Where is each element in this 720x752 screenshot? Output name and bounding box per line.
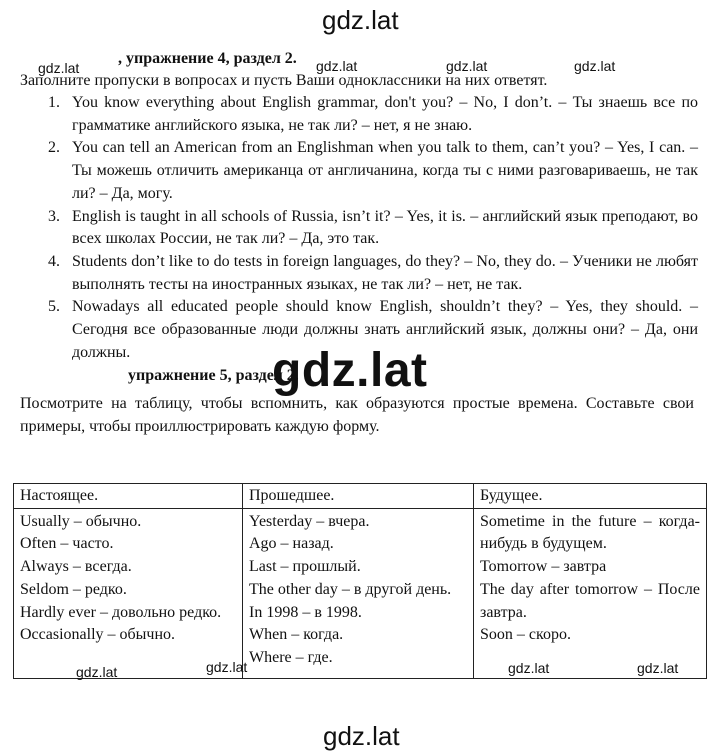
table-cell: The day after tomorrow – После завтра. <box>480 580 700 621</box>
list-item <box>20 92 698 137</box>
exercise-4-heading <box>118 50 297 68</box>
table-cell: Yesterday – вчера. <box>249 512 370 530</box>
table-cell: Usually – обычно. <box>20 512 142 530</box>
item-number: 3. <box>48 207 60 225</box>
table-cell: Soon – скоро. <box>480 626 571 644</box>
tenses-table <box>13 483 707 679</box>
list-item <box>20 206 698 251</box>
heading-prefix: , <box>118 50 122 67</box>
header-present: Настоящее. <box>14 484 243 509</box>
exercise-4-instruction: Заполните пропуски в вопросах и пусть Ваши одноклассники на них ответят. <box>20 72 548 89</box>
table-cell: In 1998 – в 1998. <box>249 603 362 621</box>
header-future: Будущее. <box>474 484 707 509</box>
item-text: English is taught in all schools of Russia, isn’t it? – Yes, it is. – английский язык преподают, во всех школах России, не так ли? – Да, это так. <box>72 207 698 248</box>
table-header-row <box>14 484 707 509</box>
header-past: Прошедшее. <box>243 484 474 509</box>
table-cell: Last – прошлый. <box>249 558 361 576</box>
item-number: 4. <box>48 252 60 270</box>
watermark: gdz.lat <box>574 58 616 74</box>
exercise-4-title: упражнение 4, раздел 2. <box>126 50 297 67</box>
past-column <box>243 508 474 678</box>
exercise-4-list <box>20 92 698 364</box>
list-item <box>20 137 698 205</box>
watermark-bottom: gdz.lat <box>323 721 400 751</box>
item-text: You can tell an American from an Englishman when you talk to them, can’t you? – Yes, I can. – Ты можешь отличить американца от англичанина, когда ты с ними разговариваешь, не так ли? – Да, могу. <box>72 139 698 202</box>
watermark: gdz.lat <box>206 659 248 675</box>
watermark: gdz.lat <box>508 660 550 676</box>
table-cell: Often – часто. <box>20 535 114 553</box>
list-item <box>20 251 698 296</box>
item-text: Students don’t like to do tests in foreign languages, do they? – No, they do. – Ученики не любят выполнять тесты на иностранных языках, не так ли? – нет, не так. <box>72 252 698 293</box>
table-cell: When – когда. <box>249 626 344 644</box>
item-text: You know everything about English grammar, don't you? – No, I don’t. – Ты знаешь все по грамматике английского языка, не так ли? – нет, я не знаю. <box>72 94 698 134</box>
table-cell: Tomorrow – завтра <box>480 558 607 576</box>
exercise-5-instruction: Посмотрите на таблицу, чтобы вспомнить, как образуются простые времена. Составьте свои примеры, чтобы проиллюстрировать каждую форму. <box>20 395 694 435</box>
watermark: gdz.lat <box>316 58 358 74</box>
watermark-large: gdz.lat <box>272 344 428 397</box>
watermark: gdz.lat <box>76 664 118 680</box>
item-number: 2. <box>48 139 60 157</box>
table-cell: Hardly ever – довольно редко. <box>20 603 222 621</box>
future-column <box>474 508 707 678</box>
table-cell: The other day – в другой день. <box>249 580 452 598</box>
table-cell: Sometime in the future – когда-нибудь в будущем. <box>480 512 700 553</box>
table-cell: Occasionally – обычно. <box>20 626 176 644</box>
watermark-top: gdz.lat <box>322 5 399 35</box>
table-cell: Ago – назад. <box>249 535 334 553</box>
table-cell: Always – всегда. <box>20 558 132 576</box>
watermark: gdz.lat <box>637 660 679 676</box>
table-cell: Where – где. <box>249 648 333 666</box>
item-number: 5. <box>48 298 60 316</box>
item-number: 1. <box>48 94 60 111</box>
table-cell: Seldom – редко. <box>20 580 127 598</box>
watermark: gdz.lat <box>446 58 488 74</box>
item-text: Nowadays all educated people should know English, shouldn’t they? – Yes, they should. – Сегодня все образованные люди должны знать английский язык, должны они? – Да, они должны. <box>72 298 698 361</box>
present-column <box>14 508 243 678</box>
table-row <box>14 508 707 678</box>
exercise-5-heading: упражнение 5, раздел 2. <box>128 367 299 384</box>
watermark: gdz.lat <box>38 60 80 76</box>
